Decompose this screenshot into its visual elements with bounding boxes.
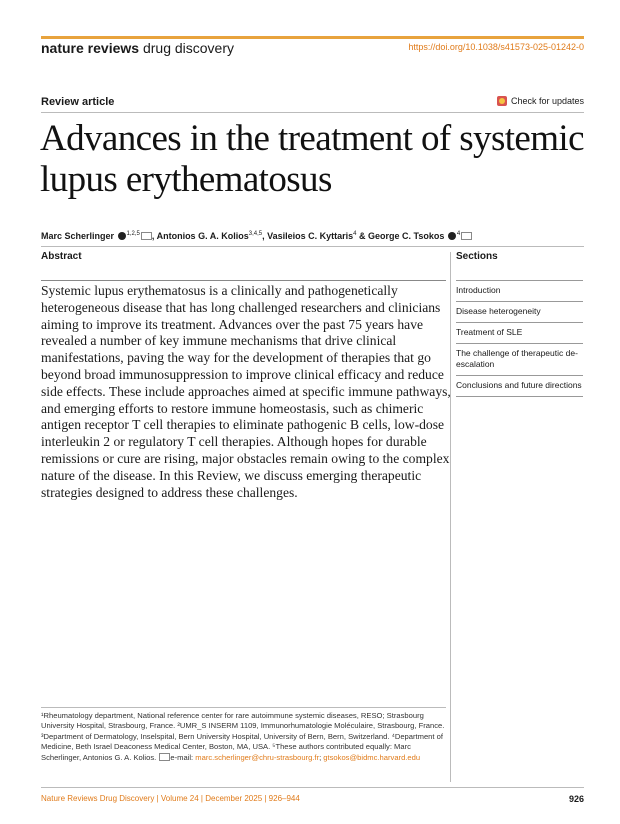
orcid-icon[interactable] [118,232,126,240]
email-label: e-mail: [170,752,194,762]
email-icon [159,753,170,761]
section-link-treatment[interactable]: Treatment of SLE [456,322,583,343]
journal-name-bold: nature reviews [41,40,140,56]
affiliation-footnotes: ¹Rheumatology department, National reference center for rare autoimmune systemic diseases, RESO; Strasbourg University Hospital, Strasbourg, France. ²UMR_S INSERM 1109, Immunorhumatologie Moléculaire, Strasbourg, France. ³Department of Dermatology, Inselspital, Bern University Hospital, University of Bern, Bern, Switzerland. ⁴Department of Medicine, Beth Israel Deaconess Medical Center, Boston, MA, USA. ⁵These authors contributed equally: Marc Scherlinger, Antonios G. A. Kolios. e-mail: marc.scherlinger@chru-strasbourg.fr; gtsokos@bidmc.harvard.edu [41,711,445,762]
abstract-divider [41,280,446,281]
journal-accent-bar [41,36,584,39]
orcid-icon[interactable] [448,232,456,240]
email-link[interactable]: marc.scherlinger@chru-strasbourg.fr [195,752,320,762]
check-updates-button[interactable] [497,96,584,106]
footnote-divider [41,707,446,708]
header-divider [41,112,584,113]
author-affiliation: 4 [353,231,357,237]
email-icon[interactable] [461,232,472,240]
section-link-introduction[interactable]: Introduction [456,280,583,301]
author-affiliation: 4 [456,231,461,237]
sections-heading: Sections [456,251,498,262]
author-affiliation: 3,4,5 [248,231,263,237]
page-number: 926 [568,794,584,804]
author-name[interactable]: Marc Scherlinger [41,231,115,241]
check-updates-label: Check for updates [510,96,584,106]
footer-citation: Nature Reviews Drug Discovery | Volume 24 | December 2025 | 926–944 [41,794,300,803]
check-updates-icon [497,96,507,106]
email-icon[interactable] [141,232,152,240]
journal-name-regular: drug discovery [142,40,234,56]
author-affiliation: 1,2,5 [126,231,140,237]
author-name[interactable]: , Vasileios C. Kyttaris [262,231,354,241]
article-type: Review article [41,96,115,108]
article-title: Advances in the treatment of systemic lupus erythematosus [40,118,584,200]
section-link-conclusions[interactable]: Conclusions and future directions [456,375,583,397]
authors-divider [41,246,584,247]
footer-divider [41,787,584,788]
section-link-disease-heterogeneity[interactable]: Disease heterogeneity [456,301,583,322]
doi-link[interactable]: https://doi.org/10.1038/s41573-025-01242-0 [408,42,584,52]
author-name[interactable]: , Antonios G. A. Kolios [151,231,249,241]
author-list [41,231,472,241]
section-link-de-escalation[interactable]: The challenge of therapeutic de-escalation [456,343,583,375]
email-link[interactable]: gtsokos@bidmc.harvard.edu [323,752,421,762]
author-name[interactable]: & George C. Tsokos [356,231,445,241]
abstract-text: Systemic lupus erythematosus is a clinically and pathogenetically heterogeneous disease that has long challenged researchers and clinicians aiming to improve its treatment. Advances over the past 75 years have revealed a number of key immune mechanisms that drive clinical manifestations, paving the way for the development of therapies that go beyond broad immunosuppression to improve clinical efficacy and reduce side effects. These include approaches aimed at specific immune pathways, and emerging efforts to restore immune homeostasis, such as chimeric antigen receptor T cell therapies to eliminate pathogenic B cells, low-dose interleukin 2 or regulatory T cell therapies. Although hopes for durable remissions or cure are rising, major obstacles remain owing to the complex nature of the disease. In this Review, we discuss emerging therapeutic strategies designed to address these challenges. [41,283,451,500]
affiliation-text: ¹Rheumatology department, National reference center for rare autoimmune systemic diseases, RESO; Strasbourg University Hospital, Strasbourg, France. ²UMR_S INSERM 1109, Immunorhumatologie Moléculaire, Strasbourg, France. ³Department of Dermatology, Inselspital, Bern University Hospital, University of Bern, Bern, Switzerland. ⁴Department of Medicine, Beth Israel Deaconess Medical Center, Boston, MA, USA. ⁵These authors contributed equally: Marc Scherlinger, Antonios G. A. Kolios. [41,711,445,762]
abstract-heading: Abstract [41,251,82,262]
sections-nav [456,280,583,397]
journal-name [41,40,234,56]
